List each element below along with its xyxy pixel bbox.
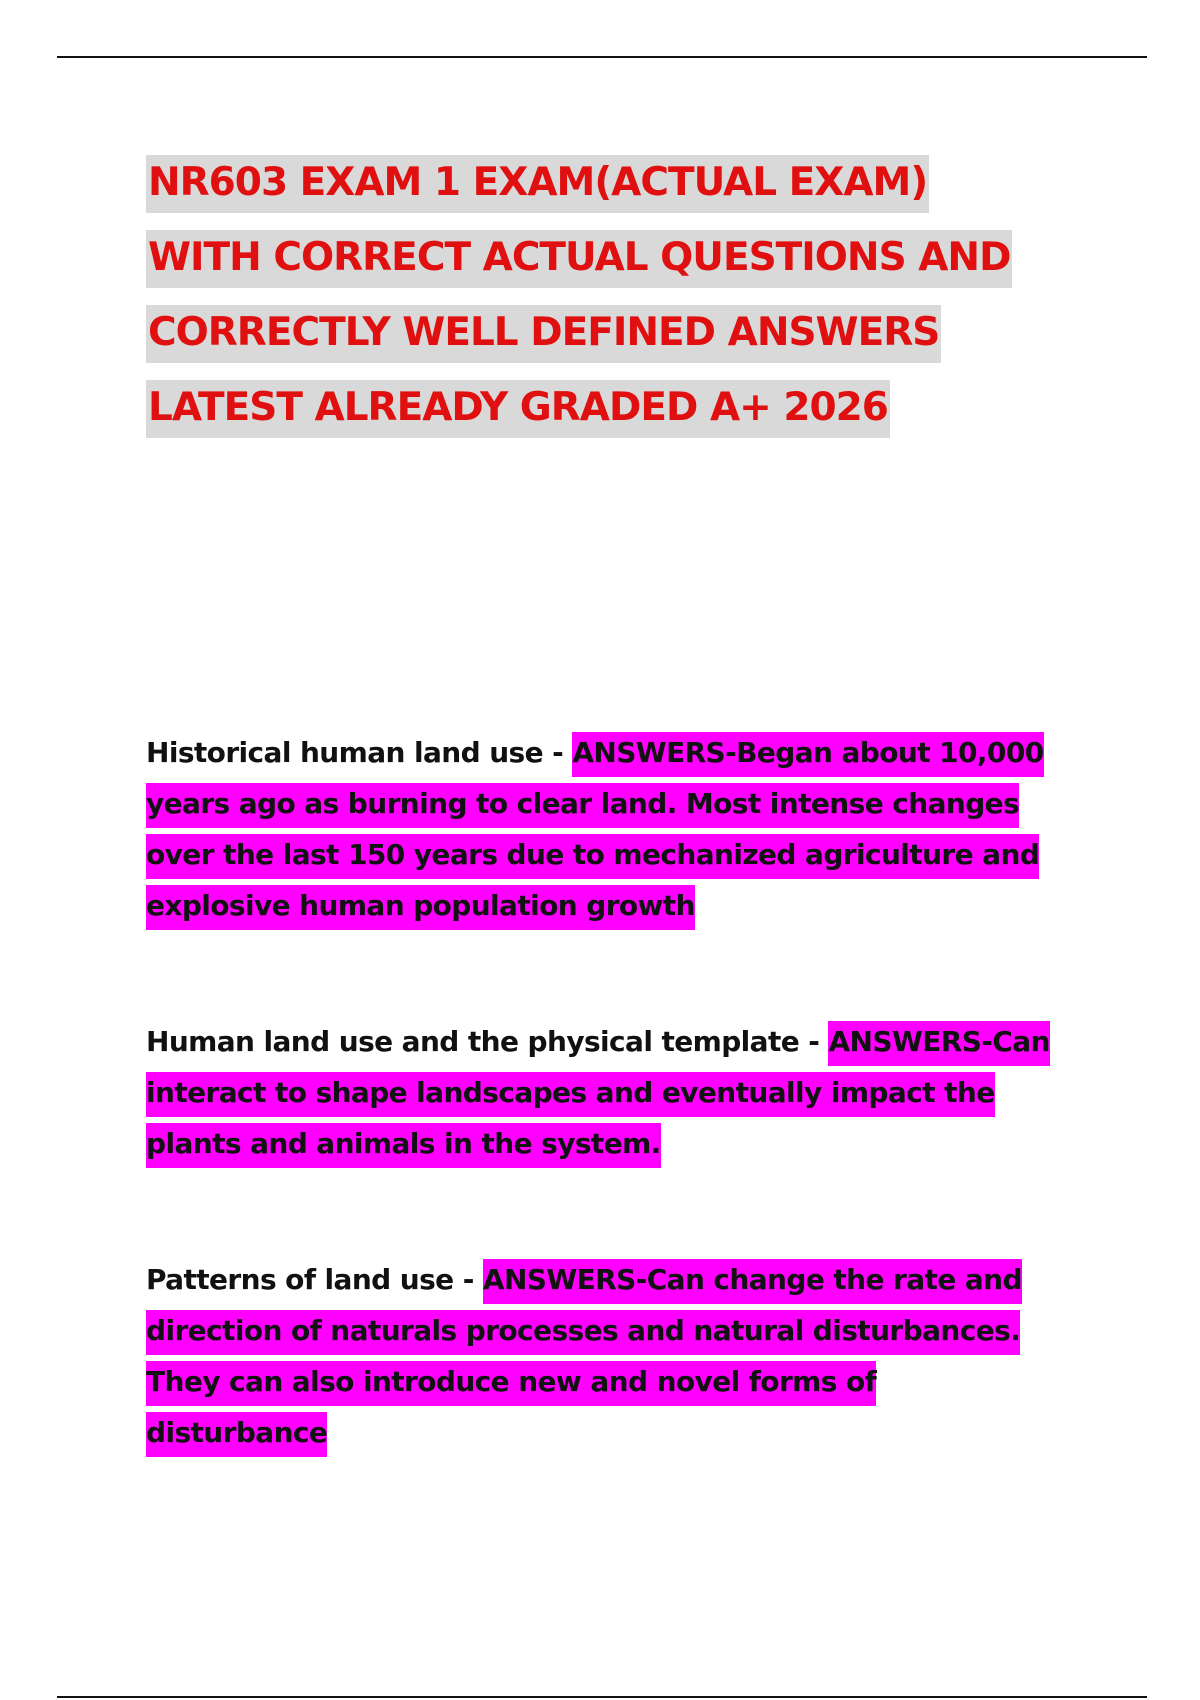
title-line-text: WITH CORRECT ACTUAL QUESTIONS AND (146, 230, 1012, 288)
answer-text: ANSWERS-Can change the rate and direction of naturals processes and natural disturbances. They can also introduce new and novel forms of disturbance (146, 1259, 1022, 1457)
title-line (146, 220, 1066, 295)
qa-item-patterns-of-land-use (146, 1254, 1066, 1458)
question-text: Patterns of land use - (146, 1263, 483, 1296)
answer-text: ANSWERS-Began about 10,000 years ago as burning to clear land. Most intense changes over the last 150 years due to mechanized agriculture and explosive human population growth (146, 732, 1044, 930)
title-line (146, 370, 1066, 445)
title-line (146, 295, 1066, 370)
question-text: Human land use and the physical template - (146, 1025, 829, 1058)
qa-item-physical-template (146, 1016, 1066, 1169)
qa-item-historical-land-use (146, 727, 1066, 931)
answer-text: ANSWERS-Can interact to shape landscapes and eventually impact the plants and animals in the system. (146, 1021, 1050, 1168)
document-title (146, 145, 1066, 445)
question-text: Historical human land use - (146, 736, 573, 769)
title-line-text: LATEST ALREADY GRADED A+ 2026 (146, 380, 890, 438)
title-line-text: NR603 EXAM 1 EXAM(ACTUAL EXAM) (146, 155, 929, 213)
bottom-divider (57, 1696, 1147, 1698)
top-divider (57, 56, 1147, 58)
title-line-text: CORRECTLY WELL DEFINED ANSWERS (146, 305, 941, 363)
title-line (146, 145, 1066, 220)
